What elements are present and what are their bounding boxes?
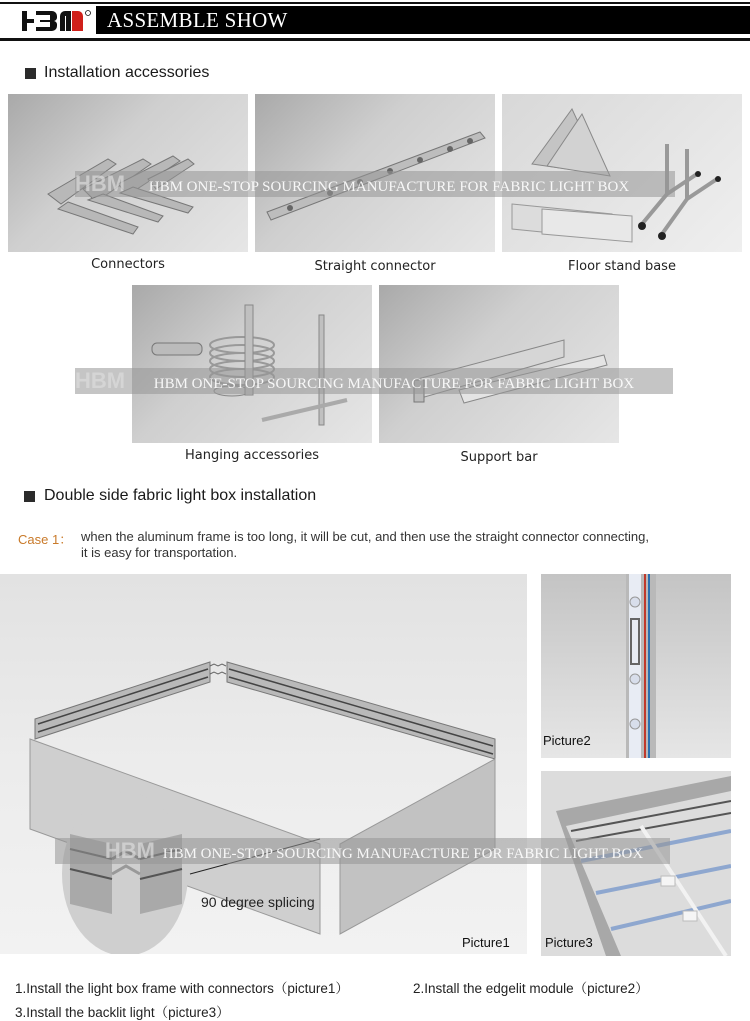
watermark-text: HBM ONE-STOP SOURCING MANUFACTURE FOR FABRIC LIGHT BOX (148, 179, 630, 195)
picture3-label: Picture3 (545, 935, 593, 950)
picture2-label: Picture2 (543, 733, 591, 748)
case-text-line1: when the aluminum frame is too long, it will be cut, and then use the straight connector connecting, (81, 529, 649, 544)
watermark-text: HBM ONE-STOP SOURCING MANUFACTURE FOR FABRIC LIGHT BOX (162, 846, 644, 862)
caption-connectors: Connectors (91, 257, 165, 272)
picture2-edgelit-image (541, 574, 731, 758)
picture1-label: Picture1 (462, 935, 510, 950)
watermark-logo: HBM (75, 171, 126, 196)
header-top-rule (0, 2, 750, 4)
support-bar-image (379, 285, 619, 443)
watermark-banner (75, 368, 673, 394)
page-title: ASSEMBLE SHOW (107, 8, 288, 32)
step-2: 2.Install the edgelit module（picture2） (413, 981, 649, 996)
section-bullet-icon (24, 491, 35, 502)
step-3: 3.Install the backlit light（picture3） (15, 1005, 230, 1020)
hanging-accessories-image (132, 285, 372, 443)
caption-straight-connector: Straight connector (314, 259, 436, 274)
caption-support-bar: Support bar (460, 450, 538, 465)
caption-hanging-accessories: Hanging accessories (185, 448, 319, 463)
section-bullet-icon (25, 68, 36, 79)
hbm-logo (22, 9, 92, 35)
case-text-line2: it is easy for transportation. (81, 545, 238, 560)
case-label: Case 1： (18, 532, 73, 547)
header-bottom-rule (0, 38, 750, 41)
watermark-logo: HBM (75, 368, 126, 393)
watermark-logo: HBM (104, 838, 155, 863)
watermark-text: HBM ONE-STOP SOURCING MANUFACTURE FOR FABRIC LIGHT BOX (153, 376, 635, 392)
caption-floor-stand: Floor stand base (568, 259, 676, 274)
step-1: 1.Install the light box frame with connectors（picture1） (15, 981, 349, 996)
section-title-accessories: Installation accessories (44, 64, 210, 81)
watermark-banner (55, 838, 670, 864)
callout-90-degree-splicing: 90 degree splicing (201, 894, 315, 910)
watermark-banner (75, 171, 675, 197)
section-title-installation: Double side fabric light box installation (44, 487, 317, 504)
